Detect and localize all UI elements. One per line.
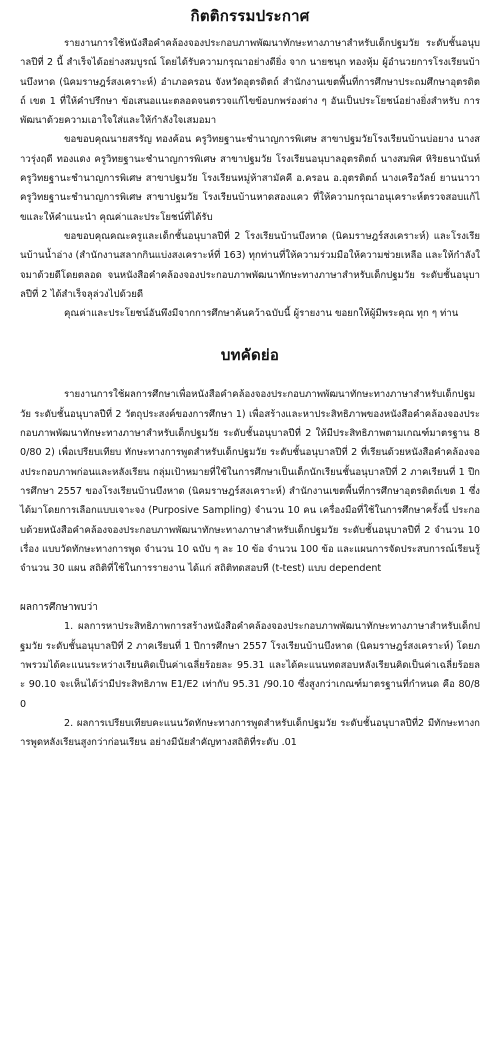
finding-item-1: 1. ผลการหาประสิทธิภาพการสร้างหนังสือคำคล้องจองประกอบภาพพัฒนาทักษะทางภาษาสำหรับเด็กปฐมวัย ระดับชั้นอนุบาลปีที่ 2 ภาคเรียนที่ 1 ปีการศึกษา 2557 โรงเรียนบ้านบึงหาด (นิคมราษฎร์สงเคราะห์) โดยภาพรวมได้คะแนนระหว่างเรียนคิดเป็นค่าเฉลี่ยร้อยละ 95.31 และได้คะแนนทดสอบหลังเรียนคิดเป็นค่าเฉลี่ยร้อยละ 90.10 จะเห็นได้ว่ามีประสิทธิภาพ E1/E2 เท่ากับ 95.31 /90.10 ซึ่งสูงกว่าเกณฑ์มาตรฐานที่กำหนด คือ 80/80 [20, 621, 480, 710]
finding-item-2: 2. ผลการเปรียบเทียบคะแนนวัดทักษะทางการพูดสำหรับเด็กปฐมวัย ระดับชั้นอนุบาลปีที่2 มีทักษะทางการพูดหลังเรียนสูงกว่าก่อนเรียน อย่างมีนัยสำคัญทางสถิติที่ระดับ .01 [20, 717, 480, 749]
acknowledgement-paragraph-2: ขอขอบคุณนายสรรัญ ทองค้อน ครูวิทยฐานะชำนาญการพิเศษ สาขาปฐมวัยโรงเรียนบ้านบ่อยาง นางสาวรุ่งฤดี ทองแดง ครูวิทยฐานะชำนาญการพิเศษ สาขาปฐมวัย โรงเรียนอนุบาลอุตรดิตถ์ นางสมพิศ หิริยธนานันท์ ครูวิทยฐานะชำนาญการพิเศษ สาขาปฐมวัย โรงเรียนหมู่ห้าสามัคคี อ.ครอน อ.อุตรดิตถ์ นางเครือวัลย์ ยานนาวา ครูวิทยฐานะชำนาญการพิเศษ สาขาปฐมวัย โรงเรียนบ้านหาดสองแคว ที่ให้ความกรุณาอนุเคราะห์ตรวจสอบแก้ไขและให้คำแนะนำ คุณค่าและประโยชน์ที่ได้รับ [20, 134, 480, 223]
acknowledgement-paragraph-1: รายงานการใช้หนังสือคำคล้องจองประกอบภาพพัฒนาทักษะทางภาษาสำหรับเด็กปฐมวัย ระดับชั้นอนุบาลปีที่ 2 นี้ สำเร็จได้อย่างสมบูรณ์ โดยได้รับความกรุณาอย่างดียิ่ง จาก นายชนุก ทองหุ้ม ผู้อำนวยการโรงเรียนบ้านบึงหาด (นิคมราษฎร์สงเคราะห์) อำเภอครอน จังหวัดอุตรดิตถ์ สำนักงานเขตพื้นที่การศึกษาประถมศึกษาอุตรดิตถ์ เขต 1 ที่ให้คำปรึกษา ข้อเสนอแนะตลอดจนตรวจแก้ไขข้อบกพร่องต่าง ๆ อันเป็นประโยชน์อย่างยิ่งสำหรับ การพัฒนาด้วยความเอาใจใส่และให้กำลังใจเสมอมา [20, 38, 480, 127]
acknowledgement-paragraph-3: ขอขอบคุณคณะครูและเด็กชั้นอนุบาลปีที่ 2 โรงเรียนบ้านบึงหาด (นิคมราษฎร์สงเคราะห์) และโรงเรียนบ้านน้ำอ่าง (สำนักงานสลากกินแบ่งสงเคราะห์ที่ 163) ทุกท่านที่ให้ความร่วมมือให้ความช่วยเหลือ และให้กำลังใจมาด้วยดีโดยตลอด จนหนังสือคำคล้องจองประกอบภาพพัฒนาทักษะทางภาษาสำหรับเด็กปฐมวัย ระดับชั้นอนุบาลปีที่ 2 ได้สำเร็จลุล่วงไปด้วยดี [20, 230, 480, 300]
acknowledgement-section [20, 34, 480, 323]
abstract-paragraph: รายงานการใช้ผลการศึกษาเพื่อหนังสือคำคล้องจองประกอบภาพพัฒนาทักษะทางภาษาสำหรับเด็กปฐมวัย ระดับชั้นอนุบาลปีที่ 2 วัตถุประสงค์ของการศึกษา 1) เพื่อสร้างและหาประสิทธิภาพของหนังสือคำคล้องจองประกอบภาพพัฒนาทักษะทางภาษาสำหรับเด็กปฐมวัย ระดับชั้นอนุบาลปีที่ 2 ให้มีประสิทธิภาพตามเกณฑ์มาตรฐาน 80/80 2) เพื่อเปรียบเทียบ ทักษะทางการพูดสำหรับเด็กปฐมวัย ระดับชั้นอนุบาลปีที่ 2 ที่เรียนด้วยหนังสือคำคล้องจองประกอบภาพก่อนและหลังเรียน กลุ่มเป้าหมายที่ใช้ในการศึกษาเป็นเด็กนักเรียนชั้นอนุบาลปีที่ 2 ภาคเรียนที่ 1 ปีการศึกษา 2557 ของโรงเรียนบ้านบึงหาด (นิคมราษฎร์สงเคราะห์) สำนักงานเขตพื้นที่การศึกษาอุตรดิตถ์เขต 1 ซึ่งได้มาโดยการเลือกแบบเจาะจง (Purposive Sampling) จำนวน 10 คน เครื่องมือที่ใช้ในการศึกษาครั้งนี้ ประกอบด้วยหนังสือคำคล้องจองประกอบภาพพัฒนาทักษะทางภาษาสำหรับเด็กปฐมวัย ระดับชั้นอนุบาลปีที่ 2 จำนวน 10 เรื่อง แบบวัดทักษะทางการพูด จำนวน 10 ฉบับ ๆ ละ 10 ข้อ จำนวน 100 ข้อ และแผนการจัดประสบการณ์เรียนรู้จำนวน 30 แผน สถิติที่ใช้ในการรายงาน ได้แก่ สถิติทดสอบที (t-test) แบบ dependent [20, 389, 480, 575]
acknowledgement-title: กิตติกรรมประกาศ [190, 7, 310, 25]
abstract-title: บทคัดย่อ [220, 346, 280, 365]
abstract-section [20, 385, 480, 752]
findings-heading: ผลการศึกษาพบว่า [20, 602, 98, 614]
acknowledgement-paragraph-4: คุณค่าและประโยชน์อันพึงมีจากการศึกษาค้นคว้าฉบับนี้ ผู้รายงาน ขอยกให้ผู้มีพระคุณ ทุก ๆ ท่าน [64, 308, 459, 320]
